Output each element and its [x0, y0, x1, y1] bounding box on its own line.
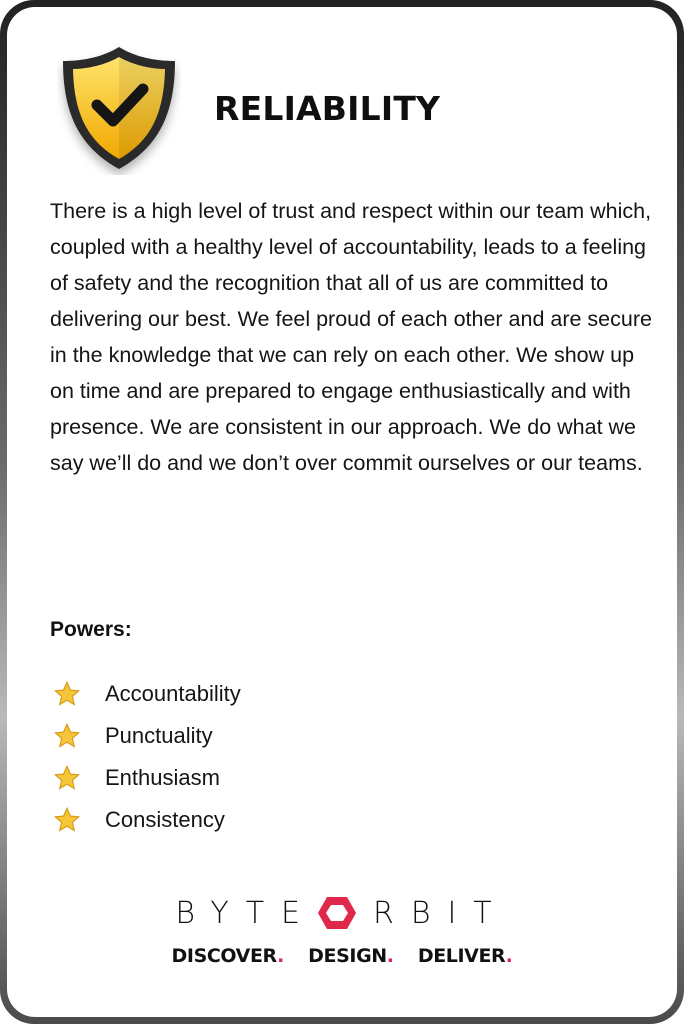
power-label: Punctuality [105, 723, 213, 748]
tagline-discover: DISCOVER [171, 945, 278, 967]
power-label: Enthusiasm [105, 765, 220, 790]
hexagon-icon [317, 895, 357, 931]
list-item [53, 673, 241, 715]
tagline-dot: . [277, 945, 284, 967]
star-icon [53, 722, 81, 750]
byteorbit-logo [7, 895, 677, 931]
star-icon [53, 680, 81, 708]
tagline [7, 945, 677, 967]
shield-check-icon [57, 43, 181, 175]
tagline-deliver: DELIVER [417, 945, 506, 967]
powers-heading: Powers: [50, 618, 132, 641]
list-item [53, 757, 241, 799]
powers-list [53, 673, 241, 841]
power-label: Consistency [105, 807, 225, 832]
star-icon [53, 806, 81, 834]
card-title: RELIABILITY [214, 89, 441, 128]
list-item [53, 799, 241, 841]
list-item [53, 715, 241, 757]
logo-text-left: BYTE [175, 895, 317, 931]
star-icon [53, 764, 81, 792]
tagline-dot: . [505, 945, 513, 967]
value-card [7, 7, 677, 1017]
logo-text-right: RBIT [372, 895, 509, 931]
power-label: Accountability [105, 681, 241, 706]
tagline-dot: . [386, 945, 394, 967]
description-text: There is a high level of trust and respect within our team which, coupled with a healthy level of accountability, leads to a feeling of safety and the recognition that all of us are committed to delivering our best. We feel proud of each other and are secure in the knowledge that we can rely on each other. We show up on time and are prepared to engage enthusiastically and with presence. We are consistent in our approach. We do what we say we’ll do and we don’t over commit ourselves or our teams. [50, 199, 652, 475]
tagline-design: DESIGN [308, 945, 387, 967]
